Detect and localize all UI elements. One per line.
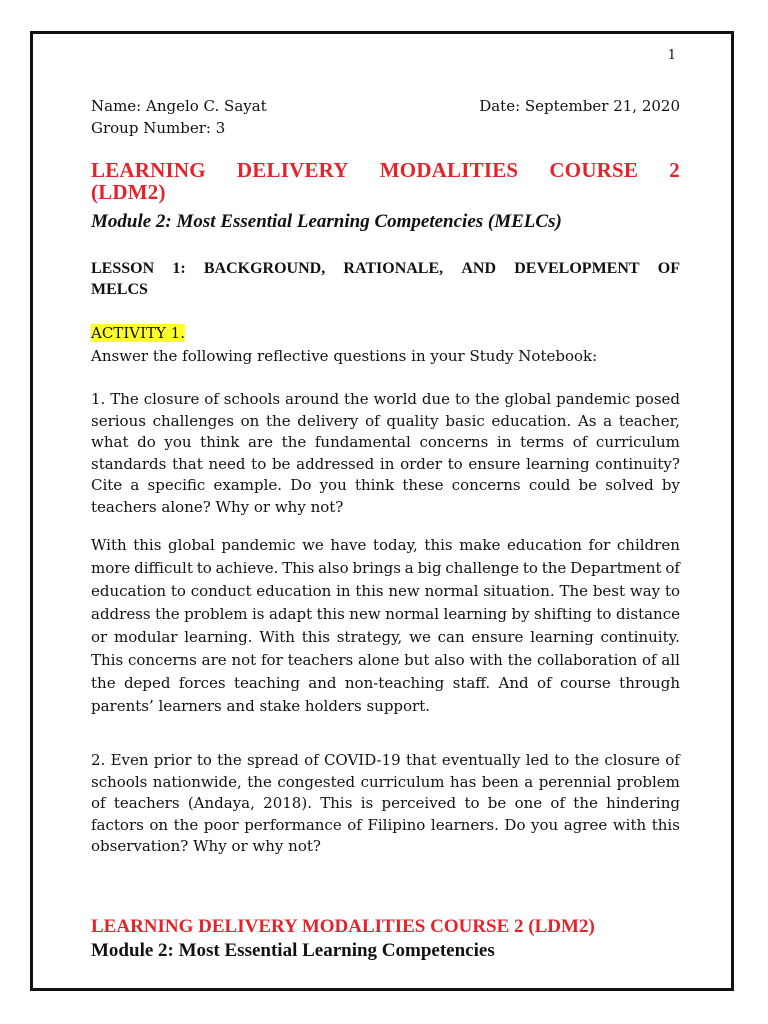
module-title: Module 2: Most Essential Learning Competencies (MELCs): [91, 211, 562, 232]
answer-1-line: education to conduct education in this new normal situation. The best way to: [91, 582, 680, 600]
lesson-title-word: RATIONALE,: [343, 260, 444, 277]
question-1-line: teachers alone? Why or why not?: [91, 497, 344, 516]
header-row: [91, 96, 680, 117]
question-1-line: Cite a specific example. Do you think these concerns could be solved by: [91, 476, 680, 494]
group-number: Group Number: 3: [91, 119, 226, 137]
lesson-title-word: AND: [461, 260, 497, 277]
answer-1-line: the deped forces teaching and non-teaching staff. And of course through: [91, 674, 680, 692]
footer-course-title: LEARNING DELIVERY MODALITIES COURSE 2 (LDM2): [91, 916, 595, 937]
question-1-line: what do you think are the fundamental concerns in terms of curriculum: [91, 433, 680, 451]
answer-1-line: This concerns are not for teachers alone but also with the collaboration of all: [91, 651, 680, 669]
page-number: 1: [667, 48, 676, 63]
lesson-title-line-1: [91, 258, 680, 279]
activity-label: [91, 323, 185, 344]
lesson-title-word: OF: [657, 260, 680, 277]
lesson-title-word: LESSON: [91, 260, 155, 277]
answer-1: [91, 534, 680, 718]
activity-instructions: Answer the following reflective questions in your Study Notebook:: [91, 347, 598, 365]
footer-module-title: Module 2: Most Essential Learning Competencies: [91, 940, 495, 961]
lesson-title-line-2: MELCS: [91, 281, 148, 298]
answer-1-line: more difficult to achieve. This also brings a big challenge to the Department of: [91, 559, 680, 577]
question-2-line: 2. Even prior to the spread of COVID-19 that eventually led to the closure of: [91, 751, 680, 769]
course-title-word: LEARNING: [91, 158, 206, 182]
lesson-title: [91, 258, 680, 300]
question-2: [91, 750, 680, 858]
course-title-line-1: [91, 159, 680, 181]
answer-1-line: address the problem is adapt this new normal learning by shifting to distance: [91, 605, 680, 623]
lesson-title-word: DEVELOPMENT: [514, 260, 640, 277]
course-title-word: COURSE: [549, 158, 639, 182]
submission-date: Date: September 21, 2020: [479, 97, 680, 115]
course-title-line-2: (LDM2): [91, 180, 166, 204]
question-2-line: factors on the poor performance of Filipino learners. Do you agree with this: [91, 815, 680, 834]
question-1-line: standards that need to be addressed in order to ensure learning continuity?: [91, 454, 680, 473]
question-1: [91, 389, 680, 518]
lesson-title-word: BACKGROUND,: [203, 260, 326, 277]
question-1-line: serious challenges on the delivery of quality basic education. As a teacher,: [91, 411, 680, 430]
course-title-word: 2: [669, 158, 680, 182]
document-page: [30, 31, 734, 991]
question-2-line: schools nationwide, the congested curriculum has been a perennial problem: [91, 772, 680, 791]
answer-1-line: With this global pandemic we have today, this make education for children: [91, 536, 680, 554]
student-name: Name: Angelo C. Sayat: [91, 97, 267, 115]
lesson-title-word: 1:: [172, 260, 186, 277]
course-title: [91, 159, 680, 203]
question-1-line: 1. The closure of schools around the world due to the global pandemic posed: [91, 390, 680, 408]
question-2-line: of teachers (Andaya, 2018). This is perceived to be one of the hindering: [91, 794, 680, 812]
answer-1-line: or modular learning. With this strategy, we can ensure learning continuity.: [91, 628, 680, 646]
activity-highlight: ACTIVITY 1.: [91, 324, 185, 342]
question-2-line: observation? Why or why not?: [91, 837, 321, 855]
course-title-word: MODALITIES: [379, 158, 519, 182]
course-title-word: DELIVERY: [236, 158, 349, 182]
answer-1-line: parents’ learners and stake holders support.: [91, 697, 431, 715]
